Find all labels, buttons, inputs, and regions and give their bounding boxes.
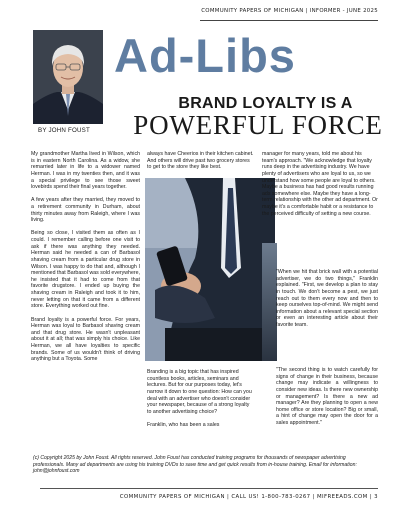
- paragraph: "The second thing is to watch carefully for signs of change in their business, because change may indicate a willingness to consider new ideas. Is there new ownership or management? Is there a new ad manager? Are they planning to open a new home office or store location? Big or small, a hint of change may open the door for a sales appointment.": [276, 367, 378, 426]
- footer-rule: [40, 488, 378, 489]
- page-footer: [40, 494, 378, 500]
- paragraph: Branding is a big topic that has inspired countless books, articles, seminars and lectures. But for our purposes today, let's narrow it down to one question: How can you deal with an advertiser who doesn't consider your newspaper, because of a strong loyalty to another advertising choice?: [147, 369, 252, 415]
- paragraph: always have Cheerios in their kitchen cabinet. And others will drive past two grocery stores to get to the store they like best.: [147, 151, 254, 171]
- hero-photo-extension: [262, 243, 277, 361]
- footer-text: COMMUNITY PAPERS OF MICHIGAN | CALL US! 1-800-783-0267 | MIFREEADS.COM: [119, 494, 368, 500]
- header-line: [200, 8, 378, 14]
- paragraph: Being so close, I visited them as often as I could. I remember calling before one visit to ask if there was anything they needed. Herman said he needed a can of Barbasol shaving cream from a particular drug store in Wilson. I was happy to do that and, although I mentioned that Barbasol was sold everywhere, he insisted that it had to come from that favorite drugstore. I ended up buying the shaving cream in Raleigh and took it to him, never letting on that it came from a different store. Everything worked out fine.: [31, 230, 140, 310]
- headline-line-2: POWERFUL FORCE: [133, 110, 383, 140]
- footer-separator: |: [369, 494, 373, 500]
- hero-photo: [145, 178, 275, 361]
- paragraph: manager for many years, told me about his team's approach. "We acknowledge that loyalty runs deep in the advertising industry. We have plenty of advertisers who are loyal to us, so we understand how some people are loyal to others. Maybe a business has had good results running ads somewhere else. Maybe they have a long-term relationship with the other ad department. Or maybe it's a comfortable habit or a resistance to the perceived difficulty of setting a new course.: [262, 151, 378, 217]
- headline-line-1: BRAND LOYALTY IS A: [178, 95, 353, 112]
- paragraph: A few years after they married, they moved to a retirement community in Durham, about thirty minutes away from Raleigh, where I was living.: [31, 197, 140, 224]
- paragraph: My grandmother Martha lived in Wilson, which is in eastern North Carolina. As a widow, she remarried later in life to a widower named Herman. I was in my twenties then, and it was a special privilege to see those sweet lovebirds spend their final years together.: [31, 151, 140, 191]
- paragraph: Franklin, who has been a sales: [147, 421, 220, 428]
- header-rule: [200, 20, 378, 21]
- copyright-notice: (c) Copyright 2025 by John Foust. All rights reserved. John Foust has conducted training programs for thousands of newspaper advertising professionals. Many ad departments are using his training DVDs to save time and get quick results from in-house training. Email for information: john@johnfoust.com: [33, 455, 357, 474]
- article-column-1: [31, 151, 140, 370]
- paragraph: Brand loyalty is a powerful force. For years, Herman was loyal to Barbasol shaving cream and that drug store. He wasn't unpleasant about it at all; that was simply his choice. Like Herman, we all have loyalties to specific brands. Some of us wouldn't think of driving anything but a Toyota. Some: [31, 316, 140, 363]
- article-column-3-top: [262, 151, 378, 224]
- byline: BY JOHN FOUST: [38, 127, 90, 134]
- article-column-2-top: [147, 151, 254, 177]
- article-column-3-bottom: [276, 367, 378, 433]
- author-photo: [33, 30, 103, 124]
- article-column-2-bottom: [147, 369, 254, 435]
- publication-name: COMMUNITY PAPERS OF MICHIGAN: [201, 8, 304, 14]
- article-column-3-mid: [276, 269, 378, 335]
- issue-label: INFORMER - JUNE 2025: [309, 8, 378, 14]
- column-title: Ad-Libs: [114, 29, 296, 82]
- header-separator: |: [305, 8, 308, 14]
- page-number: 3: [374, 494, 378, 500]
- paragraph: "When we hit that brick wall with a potential advertiser, we do two things," Franklin explained. "First, we develop a plan to stay in touch. We don't become a pest, we just reach out to them every now and then to keep ourselves top-of-mind. We might send information about a relevant special section or even an interesting article about their favorite team.: [276, 269, 378, 328]
